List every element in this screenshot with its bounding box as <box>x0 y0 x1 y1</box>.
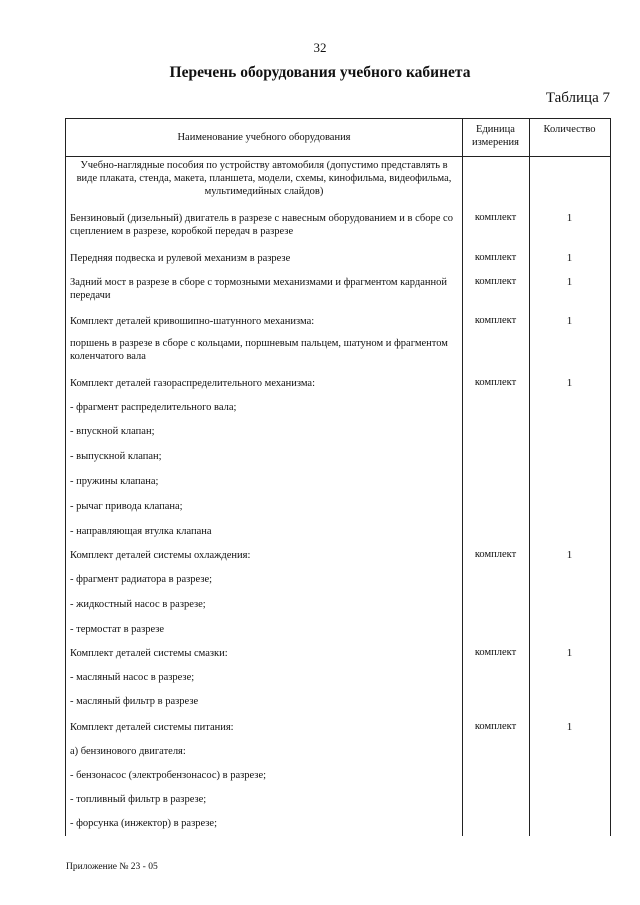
quantity-cell: 1 <box>566 252 573 264</box>
equipment-name: - жидкостный насос в разрезе; <box>70 599 206 610</box>
equipment-name: - фрагмент радиатора в разрезе; <box>70 574 213 585</box>
equipment-name: Комплект деталей системы охлаждения: <box>70 550 251 561</box>
quantity-cell: 1 <box>566 721 573 733</box>
unit-cell: комплект <box>474 549 517 560</box>
equipment-name: Учебно-наглядные пособия по устройству автомобиля (допустимо представлять в виде плаката, стенда, макета, планшета, модели, схемы, кинофильма, видеофильма, мультимедийных слайдов) <box>76 160 452 197</box>
equipment-name: а) бензинового двигателя: <box>70 746 186 757</box>
quantity-cell: 1 <box>566 647 573 659</box>
header-unit: Единица измерения <box>472 124 519 149</box>
quantity-cell: 1 <box>566 212 573 224</box>
quantity-cell: 1 <box>566 549 573 561</box>
header-name: Наименование учебного оборудования <box>177 131 351 143</box>
unit-cell: комплект <box>474 377 517 388</box>
quantity-cell: 1 <box>566 315 573 327</box>
unit-cell: комплект <box>474 721 517 732</box>
equipment-name: Комплект деталей газораспределительного механизма: <box>70 378 316 389</box>
unit-cell: комплект <box>474 276 517 287</box>
unit-cell: комплект <box>474 212 517 223</box>
equipment-name: - бензонасос (электробензонасос) в разрезе; <box>70 770 267 781</box>
equipment-name: Задний мост в разрезе в сборе с тормозными механизмами и фрагментом карданной передачи <box>70 277 448 301</box>
equipment-name: Передняя подвеска и рулевой механизм в разрезе <box>70 253 291 264</box>
equipment-name: - форсунка (инжектор) в разрезе; <box>70 818 217 829</box>
document-title: Перечень оборудования учебного кабинета <box>169 64 471 81</box>
equipment-name: - фрагмент распределительного вала; <box>70 402 237 413</box>
header-divider <box>66 156 610 157</box>
equipment-name: - впускной клапан; <box>70 426 155 437</box>
footer-note: Приложение № 23 - 05 <box>66 862 158 872</box>
equipment-name: - направляющая втулка клапана <box>70 526 212 537</box>
equipment-name: - термостат в разрезе <box>70 624 165 635</box>
equipment-name: - выпускной клапан; <box>70 451 162 462</box>
quantity-cell: 1 <box>566 276 573 288</box>
equipment-name: - масляный насос в разрезе; <box>70 672 195 683</box>
equipment-name: Комплект деталей системы питания: <box>70 722 234 733</box>
equipment-table <box>65 118 611 836</box>
equipment-name: - рычаг привода клапана; <box>70 501 183 512</box>
equipment-name: поршень в разрезе в сборе с кольцами, поршневым пальцем, шатуном и фрагментом коленчатого вала <box>70 338 448 362</box>
equipment-name: - масляный фильтр в разрезе <box>70 696 199 707</box>
equipment-name: Бензиновый (дизельный) двигатель в разрезе с навесным оборудованием и в сборе со сцеплением в разрезе, коробкой передач в разрезе <box>70 213 453 237</box>
equipment-name: Комплект деталей кривошипно-шатунного механизма: <box>70 316 315 327</box>
header-qty: Количество <box>543 124 596 135</box>
page-number: 32 <box>313 40 327 55</box>
table-label: Таблица 7 <box>545 90 610 106</box>
equipment-name: - топливный фильтр в разрезе; <box>70 794 207 805</box>
unit-cell: комплект <box>474 315 517 326</box>
quantity-cell: 1 <box>566 377 573 389</box>
unit-cell: комплект <box>474 647 517 658</box>
equipment-name: Комплект деталей системы смазки: <box>70 648 228 659</box>
unit-cell: комплект <box>474 252 517 263</box>
equipment-name: - пружины клапана; <box>70 476 159 487</box>
